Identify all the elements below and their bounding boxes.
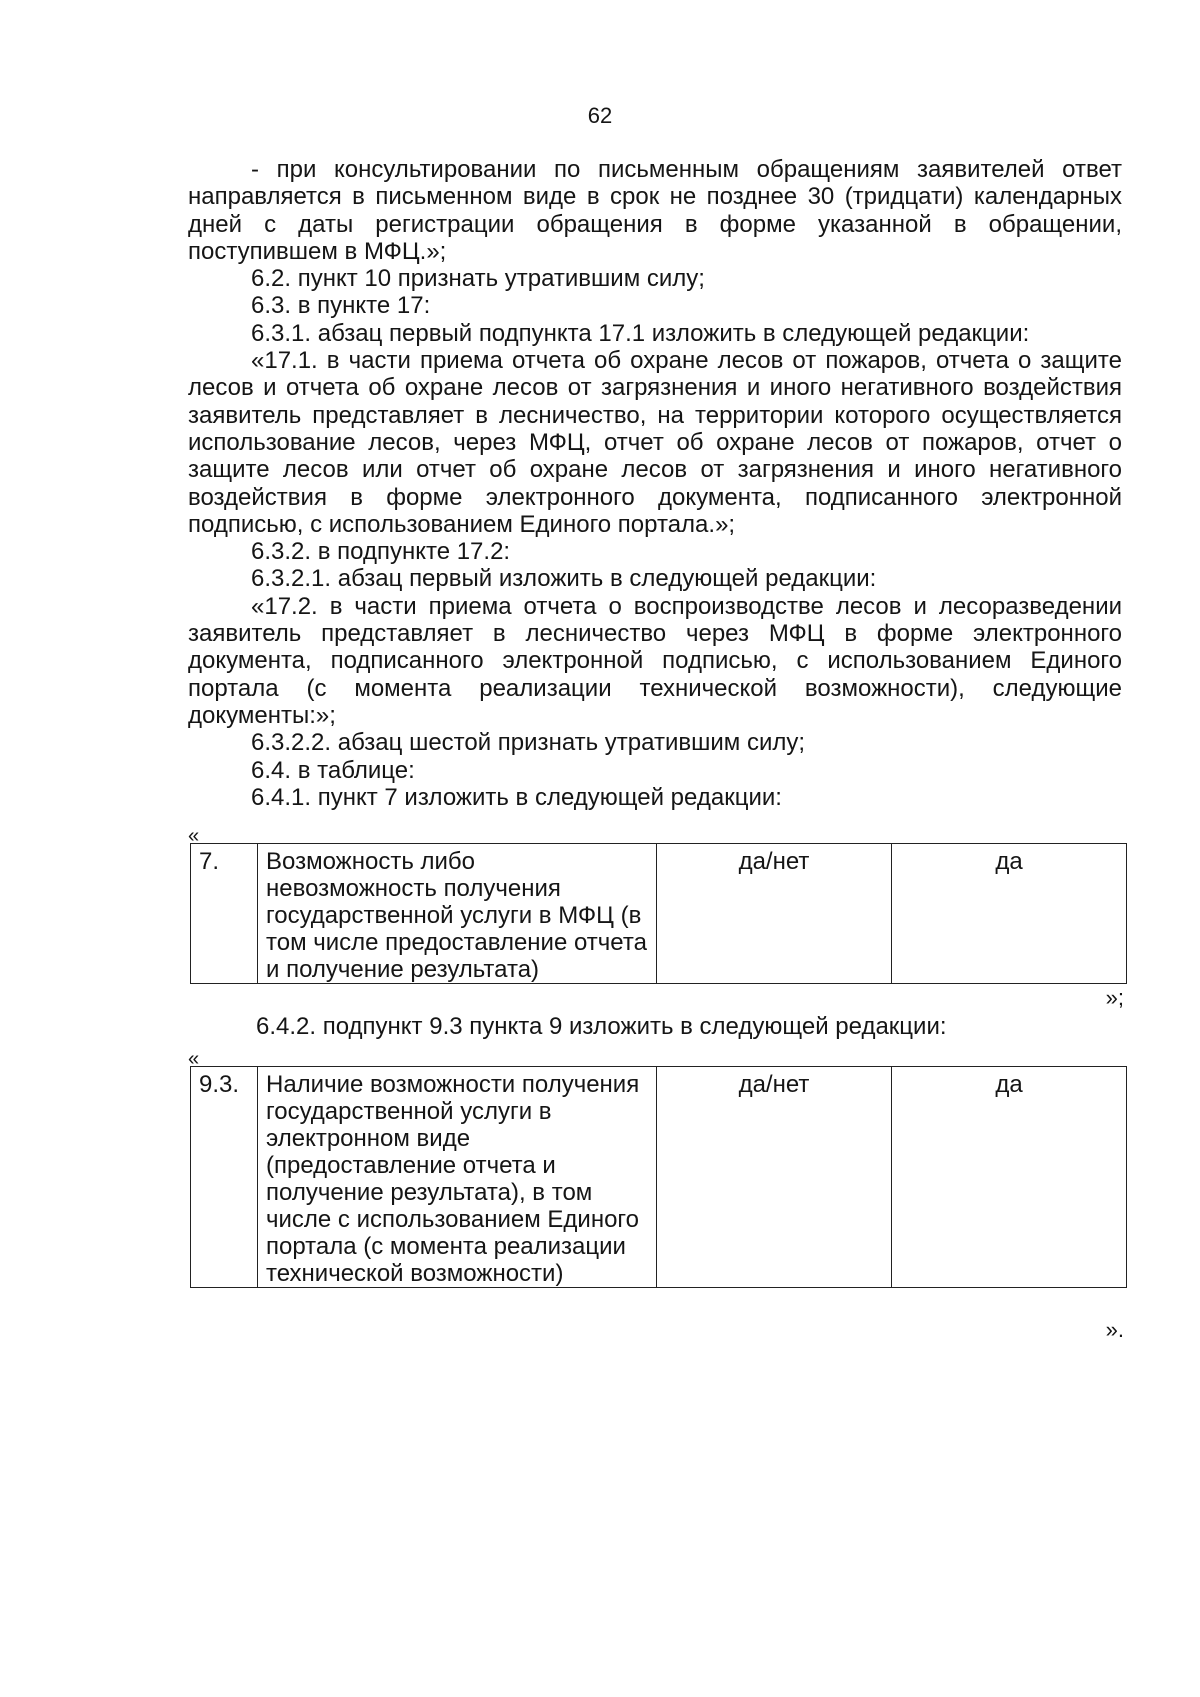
row-value: да <box>892 1067 1127 1288</box>
paragraph-6-4-1: 6.4.1. пункт 7 изложить в следующей редакции: <box>251 783 782 811</box>
row-description: Возможность либо невозможность получения государственной услуги в МФЦ (в том числе предоставление отчета и получение результата) <box>258 844 657 984</box>
page-number: 62 <box>587 103 613 128</box>
paragraph-consultation: - при консультировании по письменным обращениям заявителей ответ направляется в письменном виде в срок не позднее 30 (тридцати) календарных дней с даты регистрации обращения в форме указанной в обращении, поступившем в МФЦ.»; <box>188 156 1122 265</box>
row-number: 7. <box>191 844 258 984</box>
paragraph-6-4: 6.4. в таблице: <box>251 756 415 784</box>
body-text <box>188 156 1122 811</box>
paragraph-6-2: 6.2. пункт 10 признать утратившим силу; <box>251 265 705 293</box>
row-number: 9.3. <box>191 1067 258 1288</box>
amendment-table-9-3 <box>190 1066 1127 1288</box>
quote-close-2: ». <box>1105 1317 1124 1342</box>
paragraph-6-3-2-1: 6.3.2.1. абзац первый изложить в следующей редакции: <box>251 565 877 593</box>
table-row <box>191 1067 1127 1288</box>
paragraph-6-3-1: 6.3.1. абзац первый подпункта 17.1 изложить в следующей редакции: <box>251 319 1030 347</box>
table-row <box>191 844 1127 984</box>
paragraph-6-3: 6.3. в пункте 17: <box>251 292 431 320</box>
paragraph-6-3-2-2: 6.3.2.2. абзац шестой признать утратившим силу; <box>251 729 806 757</box>
row-unit: да/нет <box>657 1067 892 1288</box>
paragraph-17-2: «17.2. в части приема отчета о воспроизводстве лесов и лесоразведении заявитель представляет в лесничество через МФЦ в форме электронного документа, подписанного электронной подписью, с использованием Единого портала (с момента реализации технической возможности), следующие документы:»; <box>188 592 1122 729</box>
amendment-table-7 <box>190 843 1127 984</box>
row-unit: да/нет <box>657 844 892 984</box>
quote-close-1: »; <box>1105 985 1124 1010</box>
quote-open-2: « <box>188 1048 200 1070</box>
row-value: да <box>892 844 1127 984</box>
paragraph-6-4-2: 6.4.2. подпункт 9.3 пункта 9 изложить в следующей редакции: <box>256 1013 947 1040</box>
row-description: Наличие возможности получения государственной услуги в электронном виде (предоставление отчета и получение результата), в том числе с использованием Единого портала (с момента реализации технической возможности) <box>258 1067 657 1288</box>
paragraph-6-3-2: 6.3.2. в подпункте 17.2: <box>251 538 511 566</box>
quote-open-1: « <box>188 825 200 847</box>
paragraph-17-1: «17.1. в части приема отчета об охране лесов от пожаров, отчета о защите лесов и отчета об охране лесов от загрязнения и иного негативного воздействия заявитель представляет в лесничество, на территории которого осуществляется использование лесов, через МФЦ, отчет об охране лесов от пожаров, отчет о защите лесов или отчет об охране лесов от загрязнения и иного негативного воздействия в форме электронного документа, подписанного электронной подписью, с использованием Единого портала.»; <box>188 347 1122 538</box>
